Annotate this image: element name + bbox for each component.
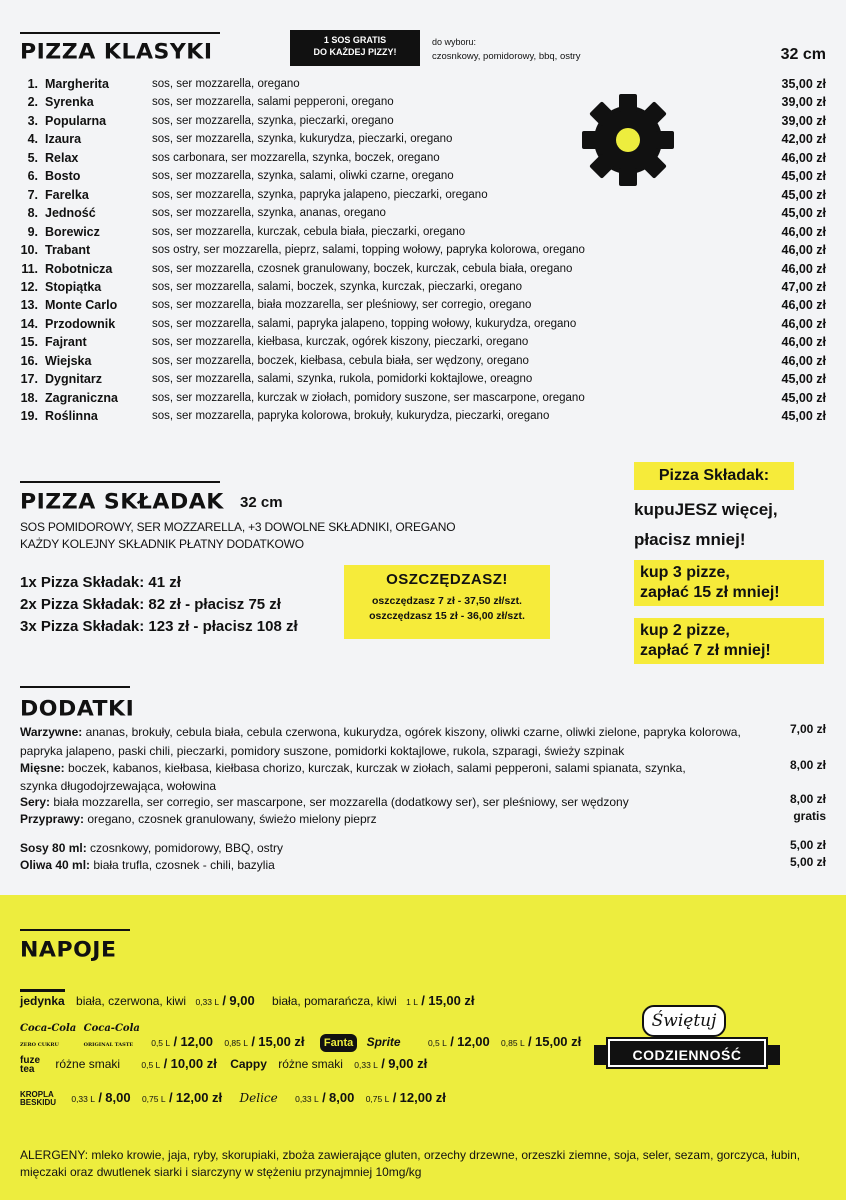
side-promo-3b: zapłać 15 zł mniej!: [640, 584, 780, 601]
pizza-row: [0, 75, 846, 93]
pizza-number: 15.: [20, 335, 38, 350]
cocacola-zero-name: Coca-Cola: [20, 1023, 77, 1034]
addon-row: [20, 857, 275, 873]
side-promo-2: [634, 618, 824, 664]
pizza-row: [0, 241, 846, 259]
pizza-name: Izaura: [45, 132, 82, 147]
pizza-number: 11.: [21, 261, 38, 276]
pizza-ingredients: sos, ser mozzarella, kurczak w ziołach, pomidory suszone, ser mascarpone, oregano: [152, 391, 585, 404]
jedynka-b-price: 15,00 zł: [428, 993, 475, 1008]
pizza-price: 46,00 zł: [781, 316, 826, 331]
pizza-number: 1.: [27, 77, 38, 91]
drink-row-cola: [20, 1021, 581, 1053]
addon-label: Mięsne:: [20, 761, 65, 775]
pizza-price: 46,00 zł: [781, 298, 826, 313]
side-title-tag: Pizza Składak:: [634, 462, 794, 490]
dodatki-title: DODATKI: [20, 697, 135, 722]
price-sep: /: [381, 1056, 385, 1072]
delice-logo: Delice: [239, 1091, 278, 1105]
jedynka-a-volume: 0,33 L: [195, 997, 220, 1007]
pizza-ingredients: sos, ser mozzarella, salami, boczek, szynka, kurczak, pieczarki, oregano: [152, 280, 523, 293]
drink-row-fuze: [20, 1056, 427, 1074]
fanta-logo: Fanta: [320, 1034, 357, 1052]
price-sep: /: [222, 993, 227, 1008]
pizza-ingredients: sos, ser mozzarella, szynka, papryka jalapeno, pieczarki, oregano: [152, 188, 488, 201]
pizza-number: 14.: [20, 316, 38, 331]
addon-label: Sosy 80 ml:: [20, 841, 87, 855]
pizza-number: 3.: [27, 113, 38, 128]
jedynka-logo: jedynka: [20, 989, 65, 1009]
pizza-name: Borewicz: [45, 224, 100, 239]
pizza-price: 45,00 zł: [781, 409, 826, 424]
jedynka-b-volume: 1 L: [406, 997, 418, 1007]
addon-items: biała mozzarella, ser corregio, ser mascarpone, ser mozzarella (dodatkowy ser), ser pleśniowy, ser wędzony: [50, 795, 629, 809]
side-slogan: kupuJESZ więcej,: [634, 500, 778, 519]
pizza-price: 42,00 zł: [781, 132, 826, 147]
pizza-ingredients: sos, ser mozzarella, boczek, kiełbasa, cebula biała, ser wędzony, oregano: [152, 354, 529, 367]
promo-choice-label: do wyboru:: [432, 37, 477, 47]
pizza-price: 46,00 zł: [781, 224, 826, 239]
pizza-row: [0, 223, 846, 241]
promo-sos-box: [290, 30, 420, 66]
pizza-row: [0, 370, 846, 388]
pizza-ingredients: sos, ser mozzarella, szynka, kukurydza, pieczarki, oregano: [152, 133, 453, 146]
pizza-ingredients: sos, ser mozzarella, salami pepperoni, oregano: [152, 96, 394, 109]
addon-price: 5,00 zł: [789, 855, 826, 869]
section-rule: [20, 929, 130, 931]
section-rule: [20, 481, 220, 483]
pizza-number: 10.: [20, 243, 38, 258]
delice-price: 8,00: [329, 1090, 355, 1105]
pizza-ingredients: sos, ser mozzarella, salami, szynka, rukola, pomidorki koktajlowe, oreagno: [152, 373, 533, 386]
skladak-offer: 2x Pizza Składak: 82 zł - płacisz 75 zł: [20, 596, 281, 613]
addon-row: [20, 811, 377, 827]
pizza-price: 45,00 zł: [781, 169, 826, 184]
pizza-price: 45,00 zł: [781, 390, 826, 405]
price-sep: /: [251, 1034, 255, 1049]
jedynka-a-price: 9,00: [229, 993, 255, 1008]
pizza-name: Monte Carlo: [45, 298, 118, 313]
promo-sos-line2: DO KAŻDEJ PIZZY!: [313, 47, 397, 57]
pizza-number: 2.: [27, 95, 38, 110]
allergens: ALERGENY: mleko krowie, jaja, ryby, skorupiaki, zboża zawierające gluten, orzechy drzewne, orzeszki ziemne, soja, seler, sezam, gorczyca, łubin, mięczaki oraz dwutlenek siarki i siarczyny w stężeniu przynajmniej 10mg/kg: [20, 1148, 801, 1179]
pizza-name: Fajrant: [45, 335, 87, 350]
pizza-row: [0, 149, 846, 167]
addon-price: 8,00 zł: [789, 758, 826, 772]
pizza-row: [0, 167, 846, 185]
pizza-number: 19.: [20, 409, 38, 424]
price-sep: /: [98, 1090, 102, 1105]
swietuj-badge: [592, 1003, 782, 1093]
side-promo-3: [634, 560, 824, 606]
cocacola-original-name: Coca-Cola: [83, 1023, 140, 1034]
cappy-volume: 0,33 L: [354, 1060, 378, 1071]
kropla-price: 8,00: [105, 1090, 131, 1105]
pizza-name: Robotnicza: [45, 261, 113, 276]
pizza-row: [0, 260, 846, 278]
coke-volume: 0,85 L: [224, 1038, 248, 1048]
cappy-logo: Cappy: [230, 1057, 267, 1072]
pizza-number: 12.: [20, 279, 38, 294]
pizza-number: 18.: [20, 390, 38, 405]
addon-items: czosnkowy, pomidorowy, BBQ, ostry: [86, 841, 283, 855]
codziennosc-banner: CODZIENNOŚĆ: [608, 1039, 766, 1067]
addon-row: [20, 778, 216, 794]
skladak-offer: 3x Pizza Składak: 123 zł - płacisz 108 zł: [20, 618, 298, 635]
kropla-volume: 0,75 L: [141, 1094, 166, 1104]
cocacola-zero-logo: [20, 1021, 76, 1053]
addon-label: Sery:: [20, 795, 51, 809]
addon-items: szynka długodojrzewająca, wołowina: [20, 779, 217, 793]
price-sep: /: [392, 1090, 397, 1105]
skladak-offer: 1x Pizza Składak: 41 zł: [20, 574, 181, 591]
price-sep: /: [173, 1034, 178, 1049]
pizza-number: 5.: [27, 150, 38, 165]
kropla-volume: 0,33 L: [71, 1094, 95, 1104]
napoje-title: NAPOJE: [20, 938, 117, 963]
pizza-name: Dygnitarz: [45, 372, 102, 387]
skladak-desc2: KAŻDY KOLEJNY SKŁADNIK PŁATNY DODATKOWO: [20, 537, 304, 551]
pizza-name: Przodownik: [45, 316, 116, 331]
gear-icon: [580, 92, 676, 188]
price-sep: /: [528, 1034, 532, 1049]
pizza-name: Popularna: [45, 113, 107, 128]
pizza-ingredients: sos, ser mozzarella, salami, papryka jalapeno, topping wołowy, kukurydza, oregano: [152, 317, 577, 330]
jedynka-b-flavors: biała, pomarańcza, kiwi: [272, 994, 397, 1008]
coke-price: 15,00 zł: [258, 1034, 305, 1049]
section-rule: [20, 686, 130, 688]
price-sep: /: [421, 993, 425, 1008]
classic-size: 32 cm: [780, 46, 826, 63]
pizza-price: 47,00 zł: [781, 279, 826, 294]
pizza-name: Bosto: [45, 169, 81, 184]
pizza-row: [0, 204, 846, 222]
fuze-price: 10,00 zł: [170, 1056, 217, 1072]
pizza-name: Zagraniczna: [45, 390, 118, 405]
kropla-logo: KROPLA BESKIDU: [20, 1089, 57, 1107]
pizza-price: 46,00 zł: [781, 150, 826, 165]
pizza-name: Jedność: [45, 206, 96, 221]
delice-volume: 0,75 L: [365, 1094, 390, 1104]
skladak-size: 32 cm: [240, 494, 283, 511]
side-promo-2b: zapłać 7 zł mniej!: [640, 642, 771, 659]
pizza-ingredients: sos, ser mozzarella, szynka, salami, oliwki czarne, oregano: [152, 170, 454, 183]
fanta-volume: 0,5 L: [427, 1038, 447, 1048]
coke-price: 12,00: [180, 1034, 213, 1049]
classic-title: PIZZA KLASYKI: [20, 40, 213, 65]
drinks-section: [0, 895, 846, 1200]
sprite-logo: Sprite: [366, 1035, 401, 1049]
promo-choice: czosnkowy, pomidorowy, bbq, ostry: [432, 51, 581, 62]
pizza-number: 13.: [20, 298, 38, 313]
pizza-price: 45,00 zł: [781, 206, 826, 221]
pizza-row: [0, 389, 846, 407]
cappy-price: 9,00 zł: [388, 1056, 428, 1072]
pizza-price: 45,00 zł: [781, 187, 826, 202]
pizza-number: 17.: [20, 372, 38, 387]
pizza-number: 8.: [27, 206, 38, 221]
addon-items: oregano, czosnek granulowany, świeżo mielony pieprz: [84, 812, 377, 826]
swietuj-script: Świętuj: [642, 1005, 726, 1037]
pizza-row: [0, 278, 846, 296]
pizza-price: 45,00 zł: [781, 372, 826, 387]
pizza-name: Stopiątka: [45, 279, 102, 294]
pizza-number: 16.: [20, 353, 38, 368]
addon-items: boczek, kabanos, kiełbasa, kiełbasa chorizo, kurczak, kurczak w ziołach, salami pepperoni, salami spianata, szynka,: [64, 761, 686, 775]
pizza-number: 6.: [27, 169, 38, 184]
pizza-ingredients: sos, ser mozzarella, oregano: [152, 78, 300, 90]
delice-price: 12,00 zł: [399, 1090, 446, 1105]
pizza-ingredients: sos ostry, ser mozzarella, pieprz, salami, topping wołowy, papryka kolorowa, oregano: [152, 244, 585, 257]
pizza-row: [0, 296, 846, 314]
pizza-name: Wiejska: [45, 353, 92, 368]
pizza-ingredients: sos carbonara, ser mozzarella, szynka, boczek, oregano: [152, 151, 440, 164]
side-promo-2a: kup 2 pizze,: [640, 622, 730, 639]
pizza-ingredients: sos, ser mozzarella, kurczak, cebula biała, pieczarki, oregano: [152, 225, 466, 238]
savings-title: OSZCZĘDZASZ!: [386, 571, 508, 588]
pizza-row: [0, 352, 846, 370]
pizza-row: [0, 130, 846, 148]
price-sep: /: [322, 1090, 326, 1105]
jedynka-a-flavors: biała, czerwona, kiwi: [76, 994, 187, 1008]
pizza-name: Relax: [45, 150, 79, 165]
addon-price: 7,00 zł: [789, 722, 826, 736]
addon-items: biała trufla, czosnek - chili, bazylia: [90, 858, 275, 872]
pizza-name: Margherita: [45, 77, 109, 91]
addon-row: [20, 794, 629, 810]
addon-label: Oliwa 40 ml:: [20, 858, 91, 872]
cocacola-zero-sub: ZERO CUKRU: [20, 1042, 59, 1048]
addon-price: 8,00 zł: [789, 792, 826, 806]
pizza-price: 39,00 zł: [781, 113, 826, 128]
pizza-number: 9.: [27, 224, 38, 239]
pizza-row: [0, 333, 846, 351]
price-sep: /: [163, 1056, 168, 1072]
pizza-ingredients: sos, ser mozzarella, kiełbasa, kurczak, ogórek kiszony, pieczarki, oregano: [152, 336, 529, 349]
fuzetea-logo: fuze tea: [20, 1055, 40, 1075]
drink-row-kropla: [20, 1090, 446, 1107]
kropla-price: 12,00 zł: [175, 1090, 223, 1105]
fanta-volume: 0,85 L: [501, 1038, 525, 1048]
pizza-name: Farelka: [45, 187, 89, 202]
pizza-row: [0, 112, 846, 130]
side-promo-3a: kup 3 pizze,: [640, 564, 730, 581]
savings-box: [344, 565, 550, 639]
section-rule: [20, 32, 220, 34]
cocacola-original-sub: ORIGINAL TASTE: [83, 1042, 134, 1048]
skladak-title: PIZZA SKŁADAK: [20, 490, 224, 515]
addon-label: Przyprawy:: [20, 812, 85, 826]
cappy-flavors: różne smaki: [278, 1057, 343, 1072]
pizza-number: 4.: [27, 132, 38, 147]
pizza-row: [0, 93, 846, 111]
addon-items: papryka jalapeno, paski chili, pieczarki, pomidory suszone, pomidorki koktajlowe, rukola, szparagi, świeży szpinak: [20, 744, 625, 758]
addon-items: ananas, brokuły, cebula biała, cebula czerwona, kukurydza, ogórek kiszony, oliwki czarne, oliwki zielone, papryka kolorowa,: [82, 725, 741, 739]
pizza-row: [0, 315, 846, 333]
coke-volume: 0,5 L: [151, 1038, 171, 1048]
pizza-row: [0, 407, 846, 425]
cocacola-original-logo: [84, 1021, 140, 1053]
fuze-flavors: różne smaki: [55, 1057, 121, 1072]
pizza-ingredients: sos, ser mozzarella, czosnek granulowany, boczek, kurczak, cebula biała, oregano: [152, 262, 573, 275]
promo-sos-line1: 1 SOS GRATIS: [323, 35, 387, 45]
side-slogan: płacisz mniej!: [634, 530, 746, 549]
savings-line: oszczędzasz 15 zł - 36,00 zł/szt.: [369, 610, 525, 622]
skladak-desc1: SOS POMIDOROWY, SER MOZZARELLA, +3 DOWOLNE SKŁADNIKI, OREGANO: [20, 520, 456, 534]
pizza-ingredients: sos, ser mozzarella, papryka kolorowa, brokuły, kukurydza, pieczarki, oregano: [152, 410, 550, 423]
pizza-number: 7.: [27, 187, 38, 202]
addon-row: [20, 760, 686, 776]
addon-row: [20, 743, 624, 759]
pizza-ingredients: sos, ser mozzarella, szynka, pieczarki, oregano: [152, 114, 394, 127]
pizza-price: 35,00 zł: [781, 77, 826, 91]
price-sep: /: [168, 1090, 173, 1105]
addon-price: 5,00 zł: [789, 838, 826, 852]
addon-label: Warzywne:: [20, 725, 83, 739]
drink-row-jedynka: [20, 989, 475, 1010]
price-sep: /: [450, 1034, 454, 1049]
fuze-volume: 0,5 L: [141, 1060, 161, 1071]
savings-line: oszczędzasz 7 zł - 37,50 zł/szt.: [372, 595, 522, 607]
pizza-price: 46,00 zł: [781, 261, 826, 276]
fanta-price: 12,00: [457, 1034, 490, 1049]
pizza-price: 46,00 zł: [781, 335, 826, 350]
pizza-name: Roślinna: [45, 409, 98, 424]
delice-volume: 0,33 L: [295, 1094, 319, 1104]
pizza-name: Trabant: [45, 243, 91, 258]
pizza-price: 39,00 zł: [781, 95, 826, 110]
addon-row: [20, 724, 741, 740]
pizza-price: 46,00 zł: [781, 353, 826, 368]
pizza-ingredients: sos, ser mozzarella, biała mozzarella, ser pleśniowy, ser corregio, oregano: [152, 299, 532, 312]
pizza-name: Syrenka: [45, 95, 94, 110]
fanta-price: 15,00 zł: [535, 1034, 582, 1049]
pizza-ingredients: sos, ser mozzarella, szynka, ananas, oregano: [152, 207, 386, 220]
pizza-row: [0, 186, 846, 204]
addon-row: [20, 840, 283, 856]
addon-price: gratis: [793, 809, 826, 823]
pizza-price: 46,00 zł: [781, 243, 826, 258]
